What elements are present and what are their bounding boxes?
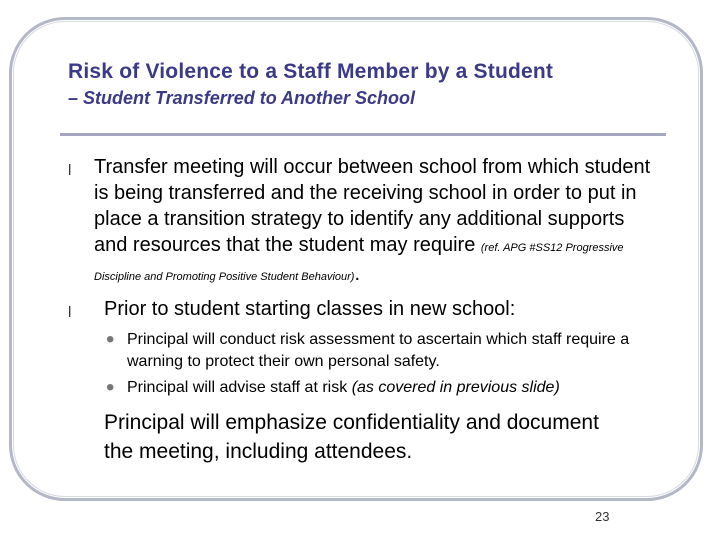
sub-bullet-marker: • xyxy=(106,374,115,401)
bullet-marker: l xyxy=(68,304,72,321)
page-number: 23 xyxy=(595,509,610,524)
slide-subtitle: – Student Transferred to Another School xyxy=(68,88,416,108)
closing-text: Principal will emphasize confidentiality and document the meeting, including attendees. xyxy=(104,411,599,463)
reference-note: (ref. APG #SS12 Progressive Discipline and Promoting Positive Student Behaviour) xyxy=(94,242,624,283)
sub-bullet-text xyxy=(127,377,667,399)
sub-bullet-marker: • xyxy=(106,326,115,353)
bullet-marker: l xyxy=(68,162,72,179)
title-divider xyxy=(60,133,666,136)
bullet-end: . xyxy=(354,263,361,285)
slide-title: Risk of Violence to a Staff Member by a Student xyxy=(68,60,554,83)
sub-bullet-text: Principal will conduct risk assessment to ascertain which staff require a warning to protect their own personal safety. xyxy=(127,331,630,370)
sub-bullet-main-text: Principal will advise staff at risk xyxy=(127,379,348,396)
bullet-text: Prior to student starting classes in new school: xyxy=(104,298,516,320)
bullet-text xyxy=(94,154,654,290)
sub-bullet-italic-note: (as covered in previous slide) xyxy=(351,379,560,396)
bullet-main-text: Transfer meeting will occur between school from which student is being transferred and the receiving school in order to put in place a transition strategy to identify any additional supports and resources that the student may require xyxy=(94,156,651,256)
